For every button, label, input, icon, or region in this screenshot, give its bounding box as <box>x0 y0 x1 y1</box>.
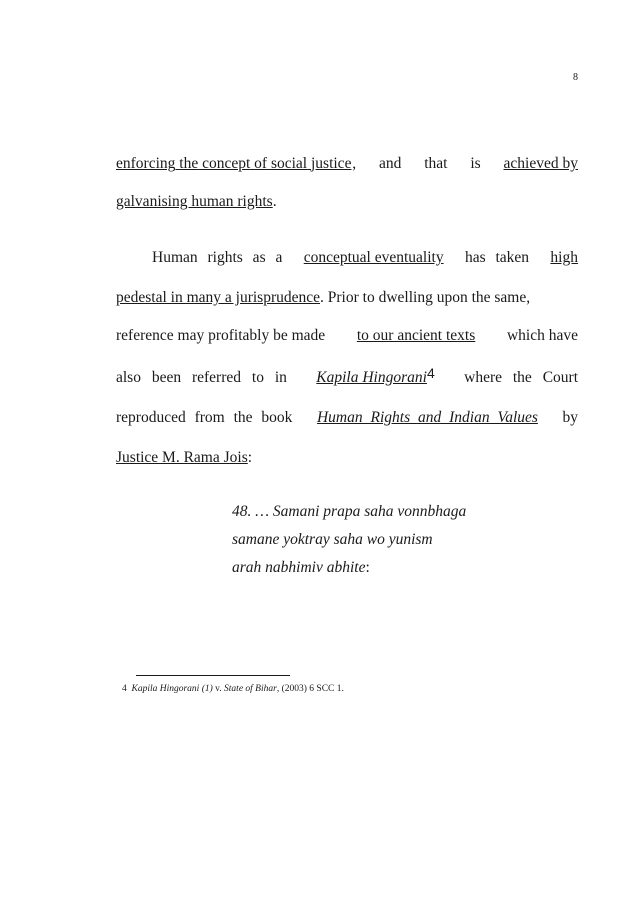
colon: : <box>247 449 253 466</box>
text-run: has taken <box>464 249 530 266</box>
comma: , <box>352 155 357 172</box>
paragraph-2-line-1 <box>152 246 578 269</box>
text-run: by <box>562 409 578 426</box>
word: that <box>424 155 448 172</box>
paragraph-2-line-4 <box>116 366 578 389</box>
footnote-number: 4 <box>122 684 127 694</box>
footnote-party: State of Bihar <box>224 684 277 694</box>
verse-line-3: arah nabhimiv abhite: <box>232 559 370 576</box>
text-run: which have <box>506 327 578 344</box>
paragraph-2-line-3 <box>116 324 578 347</box>
text-run: . Prior to dwelling upon the same, <box>320 289 531 306</box>
word: and <box>379 155 402 172</box>
verse-line-2: samane yoktray saha wo yunism <box>232 531 433 548</box>
case-citation: Kapila Hingorani4 <box>316 365 435 386</box>
footnote-case-name: Kapila Hingorani (1) <box>131 684 213 694</box>
text-run: reproduced from the book <box>116 409 293 426</box>
paragraph-1-line-2 <box>116 190 578 213</box>
paragraph-1-line-1 <box>116 152 578 175</box>
text-run: reference may profitably be made <box>116 327 326 344</box>
paragraph-2-line-2 <box>116 286 578 309</box>
underlined-phrase: conceptual eventuality <box>303 249 444 266</box>
footnote-citation: , (2003) 6 SCC 1. <box>276 684 344 694</box>
text-run: also been referred to in <box>116 369 287 386</box>
book-title: Human Rights and Indian Values <box>316 409 538 426</box>
footnote <box>122 684 344 694</box>
underlined-phrase: achieved by <box>503 155 578 172</box>
text-run: where the Court <box>464 369 578 386</box>
period: . <box>272 193 277 210</box>
underlined-phrase: to our ancient texts <box>356 327 476 344</box>
verse-line-1: 48. … Samani prapa saha vonnbhaga <box>232 503 467 520</box>
page-number: 8 <box>573 72 578 83</box>
footnote-versus: v. <box>215 684 222 694</box>
underlined-phrase: high <box>550 249 578 266</box>
footnote-marker: 4 <box>426 365 435 381</box>
footnote-separator <box>136 675 290 676</box>
underlined-phrase: galvanising human rights <box>116 193 273 210</box>
paragraph-2-line-5 <box>116 406 578 429</box>
text-run: Human rights as a <box>152 249 283 266</box>
word: is <box>470 155 481 172</box>
underlined-phrase: Justice M. Rama Jois <box>116 449 248 466</box>
underlined-phrase: enforcing the concept of social justice <box>116 155 352 172</box>
underlined-phrase: pedestal in many a jurisprudence <box>116 289 321 306</box>
paragraph-2-line-6 <box>116 446 578 469</box>
